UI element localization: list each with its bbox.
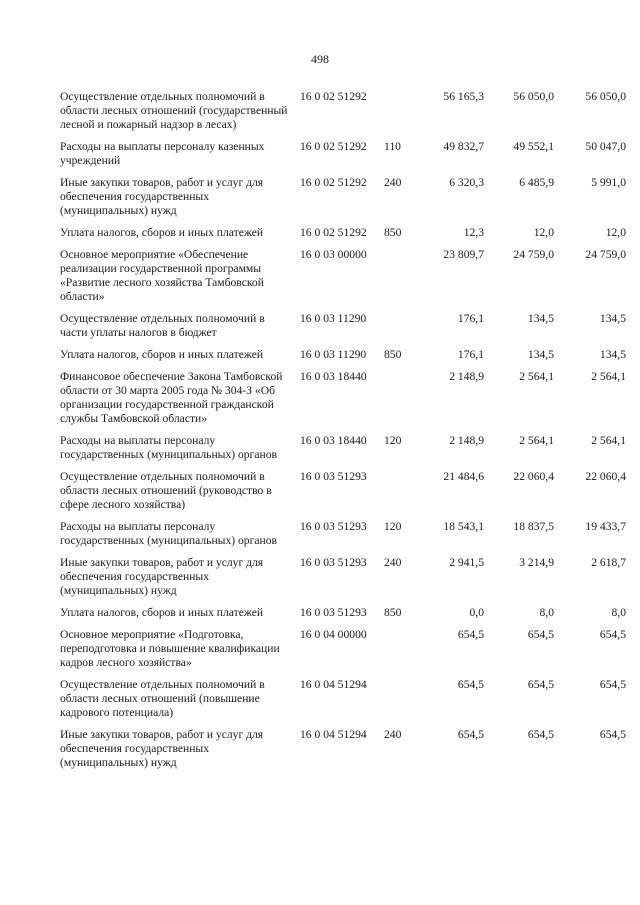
- amount-cell: 2 564,1: [519, 370, 554, 383]
- expense-name-cell: Иные закупки товаров, работ и услуг для обеспечения государственных (муниципальных) нужд: [60, 176, 264, 217]
- amount-cell: 2 148,9: [449, 434, 484, 447]
- expense-name-cell: Расходы на выплаты персоналу государственных (муниципальных) органов: [60, 434, 277, 461]
- expense-name-cell: Расходы на выплаты персоналу государственных (муниципальных) органов: [60, 520, 277, 547]
- expense-type-cell: 240: [384, 556, 402, 569]
- amount-cell: 654,5: [599, 728, 626, 741]
- expense-name-cell: Уплата налогов, сборов и иных платежей: [60, 226, 264, 239]
- target-code-cell: 16 0 02 51292: [300, 90, 367, 103]
- amount-cell: 2 564,1: [591, 370, 626, 383]
- target-code-cell: 16 0 03 18440: [300, 370, 367, 383]
- amount-cell: 12,0: [533, 226, 554, 239]
- expense-name-cell: Осуществление отдельных полномочий в области лесных отношений (руководство в сфере лесного хозяйства): [60, 470, 272, 511]
- budget-table: [60, 90, 626, 778]
- expense-type-cell: 240: [384, 728, 402, 741]
- table-row: [60, 90, 626, 140]
- amount-cell: 8,0: [611, 606, 626, 619]
- table-row: [60, 678, 626, 728]
- amount-cell: 56 050,0: [585, 90, 626, 103]
- expense-type-cell: 850: [384, 606, 402, 619]
- table-row: [60, 520, 626, 556]
- amount-cell: 176,1: [457, 312, 484, 325]
- amount-cell: 134,5: [599, 348, 626, 361]
- amount-cell: 654,5: [457, 728, 484, 741]
- amount-cell: 22 060,4: [513, 470, 554, 483]
- amount-cell: 50 047,0: [585, 140, 626, 153]
- table-row: [60, 728, 626, 778]
- table-row: [60, 140, 626, 176]
- expense-type-cell: 850: [384, 348, 402, 361]
- expense-name-cell: Основное мероприятие «Обеспечение реализации государственной программы «Развитие лесного хозяйства Тамбовской области»: [60, 248, 264, 303]
- amount-cell: 654,5: [599, 678, 626, 691]
- table-row: [60, 628, 626, 678]
- expense-type-cell: 850: [384, 226, 402, 239]
- table-row: [60, 248, 626, 312]
- expense-type-cell: [384, 312, 412, 348]
- target-code-cell: 16 0 04 51294: [300, 678, 367, 691]
- amount-cell: 2 564,1: [591, 434, 626, 447]
- amount-cell: 654,5: [599, 628, 626, 641]
- amount-cell: 12,3: [463, 226, 484, 239]
- expense-type-cell: 110: [384, 140, 401, 153]
- table-row: [60, 370, 626, 434]
- target-code-cell: 16 0 03 51293: [300, 470, 367, 483]
- amount-cell: 654,5: [527, 628, 554, 641]
- amount-cell: 23 809,7: [443, 248, 484, 261]
- table-row: [60, 606, 626, 628]
- table-row: [60, 312, 626, 348]
- amount-cell: 2 941,5: [449, 556, 484, 569]
- expense-type-cell: [384, 90, 412, 140]
- expense-type-cell: 120: [384, 434, 402, 447]
- amount-cell: 24 759,0: [513, 248, 554, 261]
- table-row: [60, 348, 626, 370]
- budget-table-body: [60, 90, 626, 778]
- page-number: 498: [311, 52, 329, 66]
- expense-type-cell: 240: [384, 176, 402, 189]
- target-code-cell: 16 0 03 51293: [300, 556, 367, 569]
- amount-cell: 0,0: [469, 606, 484, 619]
- amount-cell: 8,0: [539, 606, 554, 619]
- target-code-cell: 16 0 03 18440: [300, 434, 367, 447]
- amount-cell: 6 485,9: [519, 176, 554, 189]
- table-row: [60, 226, 626, 248]
- amount-cell: 49 552,1: [513, 140, 554, 153]
- amount-cell: 2 564,1: [519, 434, 554, 447]
- amount-cell: 2 618,7: [591, 556, 626, 569]
- table-row: [60, 470, 626, 520]
- target-code-cell: 16 0 03 11290: [300, 348, 367, 361]
- amount-cell: 56 050,0: [513, 90, 554, 103]
- table-row: [60, 556, 626, 606]
- amount-cell: 49 832,7: [443, 140, 484, 153]
- expense-name-cell: Уплата налогов, сборов и иных платежей: [60, 348, 264, 361]
- table-row: [60, 434, 626, 470]
- target-code-cell: 16 0 02 51292: [300, 226, 367, 239]
- target-code-cell: 16 0 03 51293: [300, 606, 367, 619]
- amount-cell: 5 991,0: [591, 176, 626, 189]
- amount-cell: 654,5: [457, 628, 484, 641]
- amount-cell: 654,5: [527, 678, 554, 691]
- amount-cell: 6 320,3: [449, 176, 484, 189]
- expense-name-cell: Основное мероприятие «Подготовка, переподготовка и повышение квалификации кадров лесного хозяйства»: [60, 628, 280, 669]
- expense-name-cell: Осуществление отдельных полномочий в области лесных отношений (государственный лесной и пожарный надзор в лесах): [60, 90, 288, 131]
- expense-name-cell: Иные закупки товаров, работ и услуг для обеспечения государственных (муниципальных) нужд: [60, 728, 264, 769]
- amount-cell: 3 214,9: [519, 556, 554, 569]
- expense-name-cell: Уплата налогов, сборов и иных платежей: [60, 606, 264, 619]
- target-code-cell: 16 0 04 51294: [300, 728, 367, 741]
- target-code-cell: 16 0 02 51292: [300, 140, 367, 153]
- expense-name-cell: Иные закупки товаров, работ и услуг для обеспечения государственных (муниципальных) нужд: [60, 556, 264, 597]
- amount-cell: 18 837,5: [513, 520, 554, 533]
- target-code-cell: 16 0 03 51293: [300, 520, 367, 533]
- expense-name-cell: Расходы на выплаты персоналу казенных учреждений: [60, 140, 265, 167]
- amount-cell: 2 148,9: [449, 370, 484, 383]
- amount-cell: 56 165,3: [443, 90, 484, 103]
- amount-cell: 22 060,4: [585, 470, 626, 483]
- expense-type-cell: [384, 628, 412, 678]
- table-row: [60, 176, 626, 226]
- amount-cell: 134,5: [527, 312, 554, 325]
- expense-type-cell: [384, 370, 412, 434]
- expense-type-cell: [384, 248, 412, 312]
- amount-cell: 134,5: [599, 312, 626, 325]
- target-code-cell: 16 0 03 11290: [300, 312, 367, 325]
- target-code-cell: 16 0 03 00000: [300, 248, 367, 261]
- amount-cell: 21 484,6: [443, 470, 484, 483]
- expense-type-cell: [384, 470, 412, 520]
- target-code-cell: 16 0 04 00000: [300, 628, 367, 641]
- amount-cell: 12,0: [605, 226, 626, 239]
- expense-name-cell: Осуществление отдельных полномочий в части уплаты налогов в бюджет: [60, 312, 265, 339]
- amount-cell: 18 543,1: [443, 520, 484, 533]
- amount-cell: 19 433,7: [585, 520, 626, 533]
- amount-cell: 134,5: [527, 348, 554, 361]
- amount-cell: 176,1: [457, 348, 484, 361]
- amount-cell: 654,5: [457, 678, 484, 691]
- expense-name-cell: Осуществление отдельных полномочий в области лесных отношений (повышение кадрового потенциала): [60, 678, 265, 719]
- amount-cell: 654,5: [527, 728, 554, 741]
- expense-type-cell: [384, 678, 412, 728]
- amount-cell: 24 759,0: [585, 248, 626, 261]
- expense-name-cell: Финансовое обеспечение Закона Тамбовской области от 30 марта 2005 года № 304-З «Об организации государственной гражданской службы Тамбовской области»: [60, 370, 283, 425]
- expense-type-cell: 120: [384, 520, 402, 533]
- target-code-cell: 16 0 02 51292: [300, 176, 367, 189]
